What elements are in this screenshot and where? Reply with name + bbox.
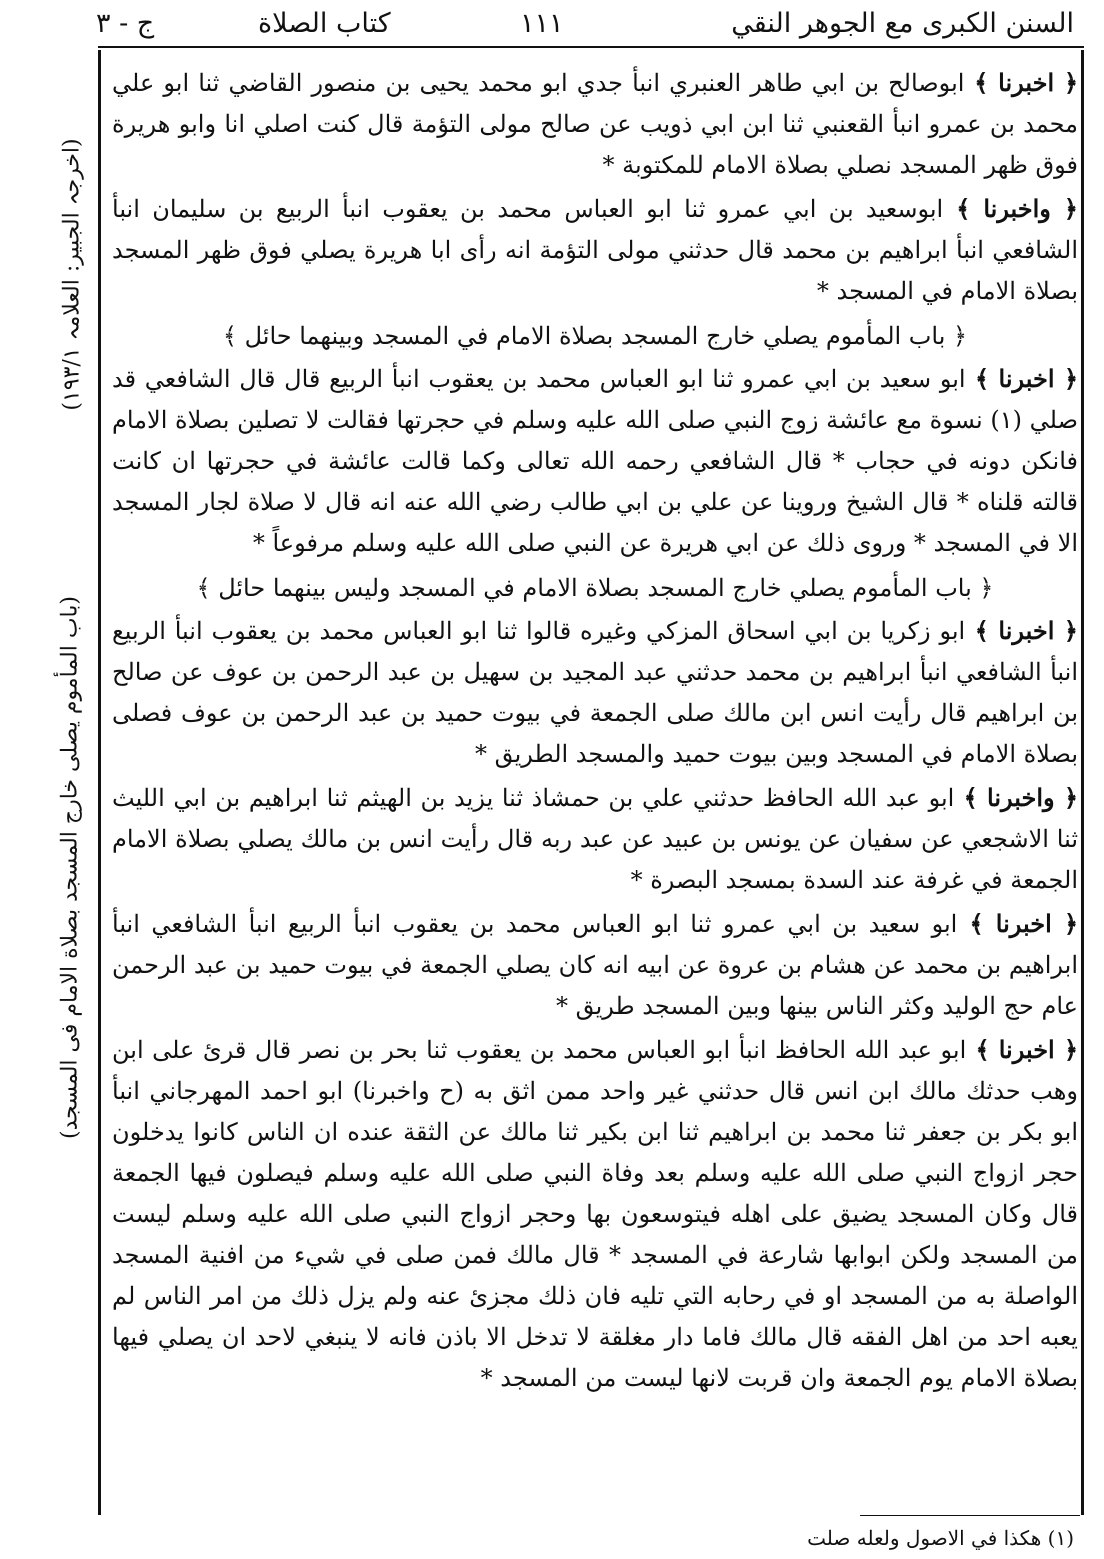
heading-text: باب المأموم يصلي خارج المسجد بصلاة الامام في المسجد وليس بينهما حائل <box>218 574 972 602</box>
lead-word: ﴿ اخبرنا ﴾ <box>965 616 1078 645</box>
paragraph-text: ابو عبد الله الحافظ انبأ ابو العباس محمد بن يعقوب ثنا بحر بن نصر قال قرئ على ابن وهب حدثك مالك ابن انس قال حدثني غير واحد ممن اثق به (ح واخبرنا) ابو احمد المهرجاني انبأ ابو بكر بن جعفر ثنا محمد بن ابراهيم ثنا ابن بكير ثنا مالك عن الثقة عنده ان الناس كانوا يدخلون حجر ازواج النبي صلى الله عليه وسلم بعد وفاة النبي صلى الله عليه وسلم فيصلون فيها الجمعة قال وكان المسجد يضيق على اهله فيتوسعون بها وحجر ازواج النبي صلى الله عليه وسلم ليست من المسجد ولكن ابوابها شارعة في المسجد * قال مالك فمن صلى في شيء من افنية المسجد الواصلة به من المسجد او في رحابه التي تليه فان ذلك مجزئ عنه ولم يزل ذلك من امر الناس لم يعبه احد من اهل الفقه قال مالك فاما دار مغلقة لا تدخل الا باذن فانه لا ينبغي لاحد ان يصلي فيها بصلاة الامام يوم الجمعة وان قربت لانها ليست من المسجد * <box>112 1036 1078 1392</box>
hadith-paragraph <box>112 1029 1078 1399</box>
ornament-icon: ﴿ <box>971 574 994 602</box>
paragraph-text: ابو سعيد بن ابي عمرو ثنا ابو العباس محمد بن يعقوب انبأ الربيع انبأ الشافعي انبأ ابراهيم بن محمد عن هشام بن عروة عن ابيه انه كان يصلي الجمعة في بيوت حميد بن عبد الرحمن عام حج الوليد وكثر الناس بينها وبين المسجد طريق * <box>112 910 1078 1020</box>
header-rule <box>98 46 1084 48</box>
lead-word: ﴿ اخبرنا ﴾ <box>966 1035 1079 1064</box>
footnote: (١) هكذا في الاصول ولعله صلت <box>807 1526 1074 1550</box>
hadith-paragraph <box>112 188 1078 312</box>
paragraph-text: ابوصالح بن ابي طاهر العنبري انبأ جدي ابو محمد يحيى بن منصور القاضي ثنا ابو علي محمد بن عمرو انبأ القعنبي ثنا ابن ابي ذويب عن صالح مولى التؤمة قال كنت اصلي انا وابو هريرة فوق ظهر المسجد نصلي بصلاة الامام للمكتوبة * <box>112 69 1078 179</box>
lead-word: ﴿ اخبرنا ﴾ <box>964 68 1078 97</box>
lead-word: ﴿ اخبرنا ﴾ <box>957 909 1079 938</box>
page-number: ١١١ <box>520 8 564 39</box>
running-title: السنن الكبرى مع الجوهر النقي <box>731 8 1074 39</box>
lead-word: ﴿ واخبرنا ﴾ <box>943 194 1078 223</box>
volume-label: ج - ٣ <box>96 8 155 39</box>
hadith-paragraph <box>112 777 1078 901</box>
paragraph-text: ابو سعيد بن ابي عمرو ثنا ابو العباس محمد بن يعقوب انبأ الربيع قال قال الشافعي قد صلي (١) نسوة مع عائشة زوج النبي صلى الله عليه وسلم في حجرتها فقالت لا تصلين بصلاة الامام فانكن دونه في حجاب * قال الشافعي رحمه الله تعالى وكما قالت عائشة في حجرتها ان كانت قالته قلناه * قال الشيخ وروينا عن علي بن ابي طالب رضي الله عنه انه قال لا صلاة لجار المسجد الا في المسجد * وروى ذلك عن ابي هريرة عن النبي صلى الله عليه وسلم مرفوعاً * <box>112 365 1078 557</box>
ornament-icon: ﴾ <box>196 574 219 602</box>
lead-word: ﴿ واخبرنا ﴾ <box>954 783 1079 812</box>
book-title: كتاب الصلاة <box>258 8 391 39</box>
margin-note-bottom: (باب المأموم یصلی خارج المسجد بصلاة الامام فی المسجد) <box>57 596 83 1139</box>
paragraph-text: ابو زكريا بن ابي اسحاق المزكي وغيره قالوا ثنا ابو العباس محمد بن يعقوب انبأ الربيع انبأ الشافعي انبأ ابراهيم بن محمد حدثني عبد المجيد بن سهيل بن عبد الرحمن بن عوف عن صالح بن ابراهيم قال رأيت انس ابن مالك صلى الجمعة في بيوت حميد بن عبد الرحمن بن عوف فصلى بصلاة الامام في المسجد وبين بيوت حميد والمسجد الطريق * <box>112 617 1079 768</box>
lead-word: ﴿ اخبرنا ﴾ <box>965 364 1079 393</box>
margin-note-top: (اخرجہ الجبیر: العلامہ ١٩٣/١) <box>59 138 85 411</box>
paragraph-text: ابو عبد الله الحافظ حدثني علي بن حمشاذ ثنا يزيد بن الهيثم ثنا ابراهيم بن ابي الليث ثنا الاشجعي عن سفيان عن يونس بن عبيد عن عبد ربه قال رأيت انس بن مالك يصلي بصلاة الامام الجمعة في غرفة عند السدة بمسجد البصرة * <box>112 784 1078 894</box>
heading-text: باب المأموم يصلي خارج المسجد بصلاة الامام في المسجد وبينهما حائل <box>244 322 946 350</box>
main-text <box>112 62 1078 1401</box>
hadith-paragraph <box>112 903 1078 1027</box>
hadith-paragraph <box>112 358 1078 564</box>
ornament-icon: ﴿ <box>945 322 968 350</box>
ornament-icon: ﴾ <box>222 322 245 350</box>
hadith-paragraph <box>112 62 1078 186</box>
chapter-heading <box>112 566 1078 610</box>
paragraph-text: ابوسعيد بن ابي عمرو ثنا ابو العباس محمد بن يعقوب انبأ الربيع بن سليمان انبأ الشافعي انبأ ابراهيم بن محمد قال حدثني مولى التؤمة انه رأى ابا هريرة يصلي فوق ظهر المسجد بصلاة الامام في المسجد * <box>112 195 1078 305</box>
chapter-heading <box>112 314 1078 358</box>
hadith-paragraph <box>112 610 1078 775</box>
footnote-rule <box>860 1515 1080 1516</box>
